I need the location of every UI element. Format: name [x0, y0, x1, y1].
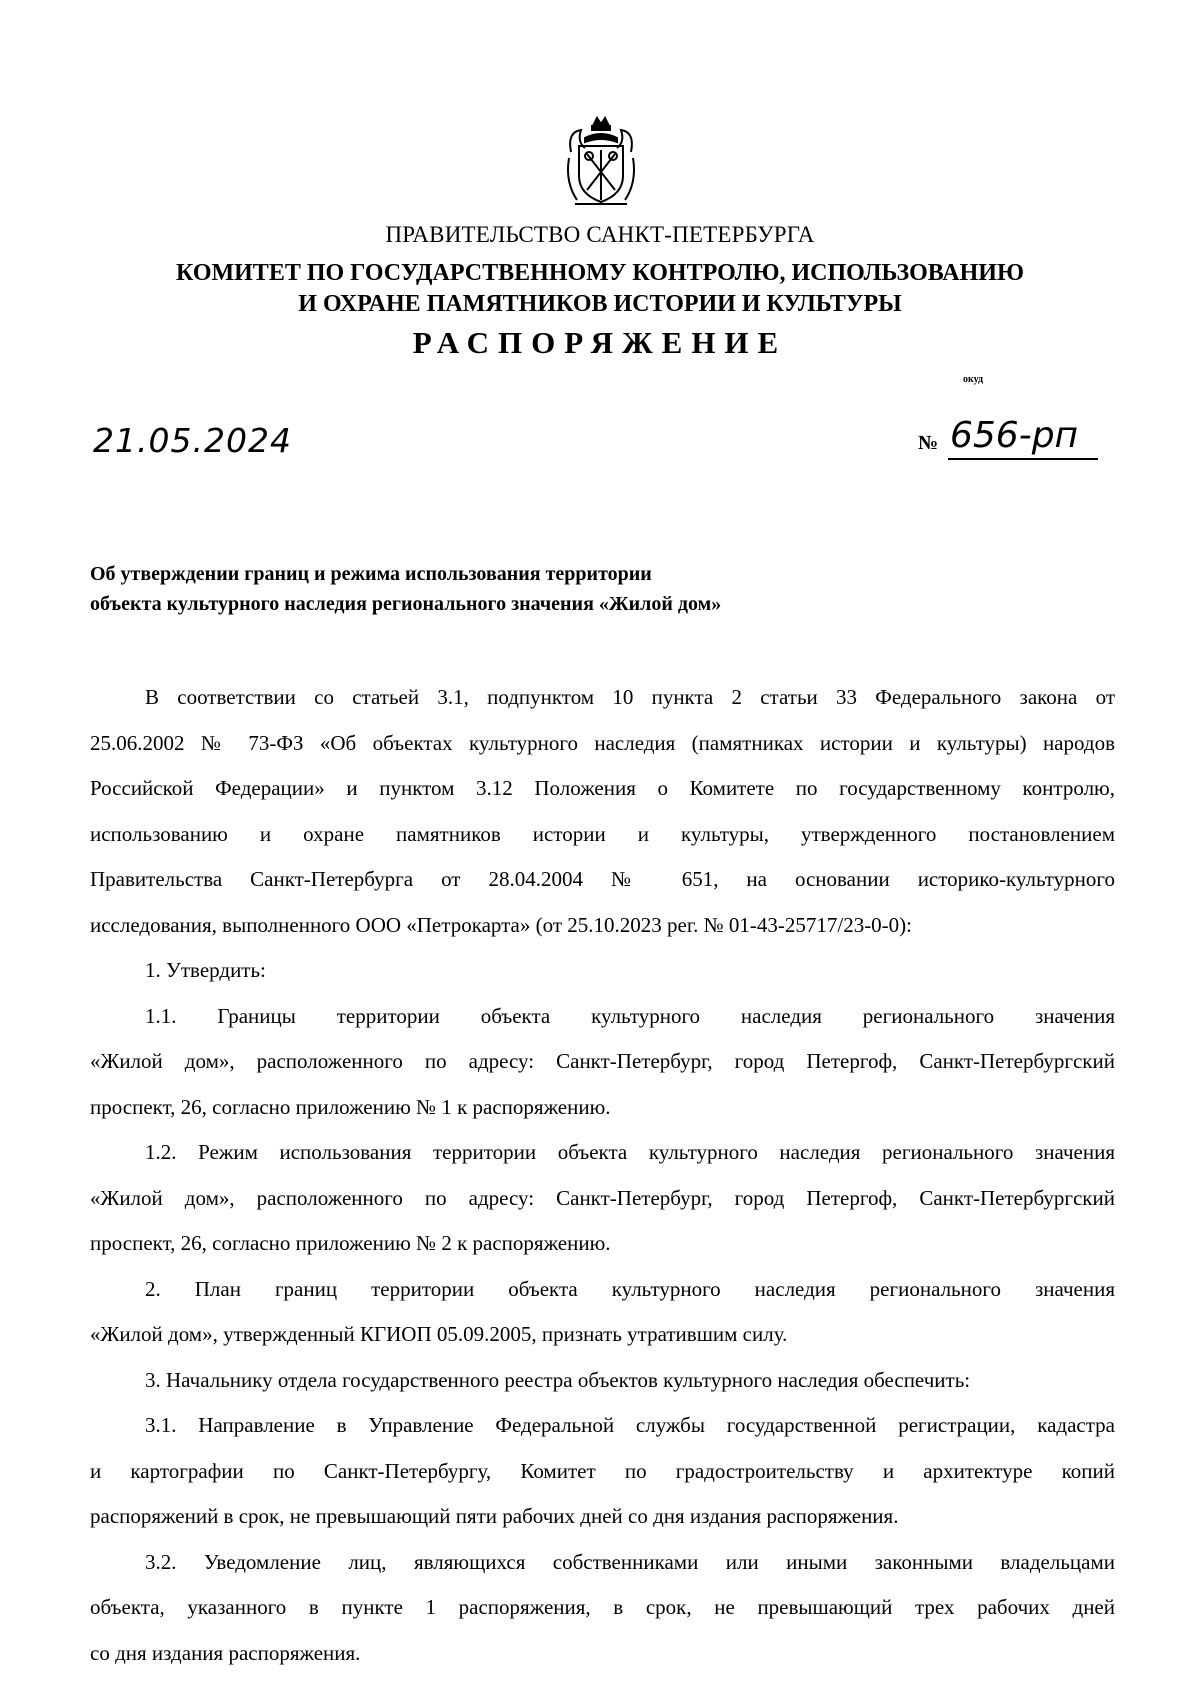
- number-underline: [948, 458, 1098, 460]
- paragraph-line: объекта, указанного в пункте 1 распоряжения, в срок, не превышающий трех рабочих дней: [90, 1595, 1115, 1619]
- paragraph-line: 1.2. Режим использования территории объекта культурного наследия регионального значения: [145, 1140, 1115, 1164]
- st-petersburg-coat-of-arms-icon: [563, 112, 639, 212]
- paragraph-line: «Жилой дом», утвержденный КГИОП 05.09.2005, признать утратившим силу.: [90, 1322, 788, 1346]
- government-name: ПРАВИТЕЛЬСТВО САНКТ-ПЕТЕРБУРГА: [385, 222, 815, 247]
- paragraph-line: использованию и охране памятников истории и культуры, утвержденного постановлением: [90, 821, 1115, 846]
- paragraph-line: со дня издания распоряжения.: [90, 1640, 361, 1665]
- okud-label: окуд: [963, 374, 984, 385]
- document-subject: [90, 559, 721, 619]
- paragraph-line: и картографии по Санкт-Петербургу, Комитет по градостроительству и архитектуре копий: [90, 1458, 1115, 1483]
- paragraph-line: 3.2. Уведомление лиц, являющихся собственниками или иными законными владельцами: [145, 1549, 1115, 1574]
- paragraph-line: проспект, 26, согласно приложению № 2 к распоряжению.: [90, 1231, 611, 1255]
- paragraph-line: Правительства Санкт-Петербурга от 28.04.2004 № 651, на основании историко-культурного: [90, 867, 1115, 891]
- paragraph-line: проспект, 26, согласно приложению № 1 к распоряжению.: [90, 1094, 611, 1119]
- document-number: 656-рп: [950, 415, 1079, 456]
- paragraph-line: В соответствии со статьей 3.1, подпунктом 10 пункта 2 статьи 33 Федерального закона от: [145, 685, 1115, 709]
- document-date: 21.05.2024: [93, 421, 292, 460]
- paragraph-line: 2. План границ территории объекта культурного наследия регионального значения: [145, 1276, 1115, 1301]
- paragraph-line: распоряжений в срок, не превышающий пяти рабочих дней со дня издания распоряжения.: [90, 1504, 899, 1528]
- number-sign: №: [918, 432, 939, 454]
- paragraph-line: 1.1. Границы территории объекта культурного наследия регионального значения: [145, 1003, 1115, 1028]
- committee-name-line-1: КОМИТЕТ ПО ГОСУДАРСТВЕННОМУ КОНТРОЛЮ, ИСПОЛЬЗОВАНИЮ: [176, 260, 1024, 286]
- paragraph-line: 25.06.2002 № 73-ФЗ «Об объектах культурного наследия (памятниках истории и культуры) народов: [90, 730, 1115, 755]
- document-type-title: РАСПОРЯЖЕНИЕ: [412, 325, 788, 360]
- document-body: [90, 675, 1115, 1676]
- paragraph-line: Российской Федерации» и пунктом 3.12 Положения о Комитете по государственному контролю,: [90, 776, 1115, 800]
- paragraph-line: «Жилой дом», расположенного по адресу: Санкт-Петербург, город Петергоф, Санкт-Петербургский: [90, 1049, 1115, 1073]
- paragraph-line: исследования, выполненного ООО «Петрокарта» (от 25.10.2023 рег. № 01-43-25717/23-0-0):: [90, 912, 913, 937]
- paragraph-line: 3. Начальнику отдела государственного реестра объектов культурного наследия обеспечить:: [145, 1367, 971, 1392]
- paragraph-line: 1. Утвердить:: [145, 958, 266, 982]
- committee-name-line-2: И ОХРАНЕ ПАМЯТНИКОВ ИСТОРИИ И КУЛЬТУРЫ: [298, 291, 902, 317]
- paragraph-line: «Жилой дом», расположенного по адресу: Санкт-Петербург, город Петергоф, Санкт-Петербургский: [90, 1185, 1115, 1210]
- committee-name: [0, 258, 1200, 320]
- paragraph-line: 3.1. Направление в Управление Федеральной службы государственной регистрации, кадастра: [145, 1413, 1115, 1437]
- subject-line-2: объекта культурного наследия регионального значения «Жилой дом»: [90, 593, 722, 615]
- subject-line-1: Об утверждении границ и режима использования территории: [90, 563, 652, 585]
